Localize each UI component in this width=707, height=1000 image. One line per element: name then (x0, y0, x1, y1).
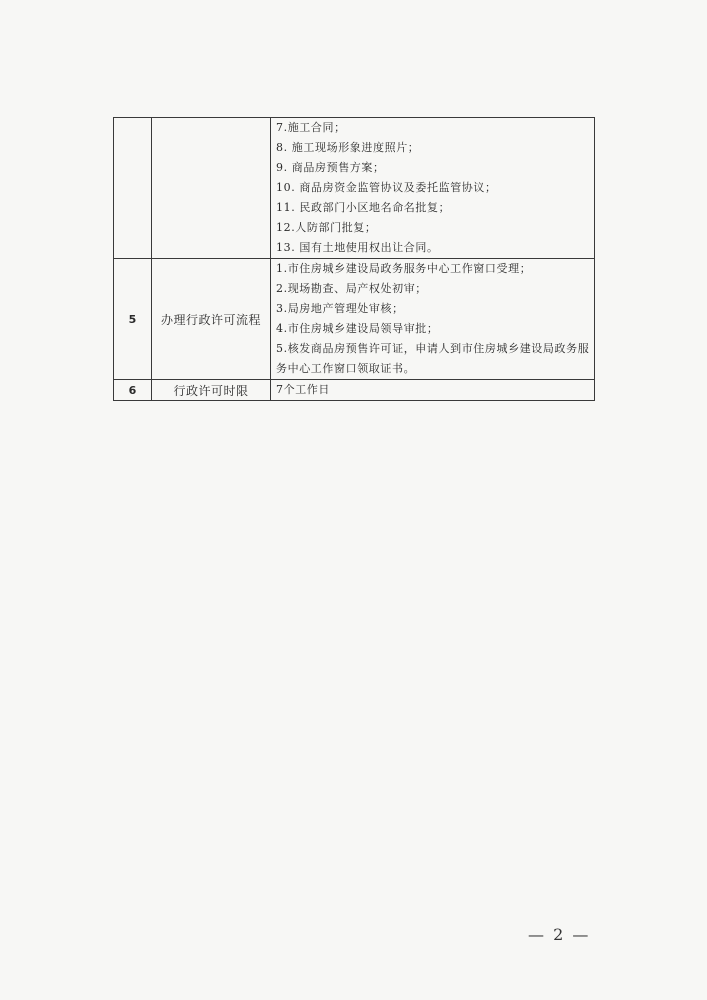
row-title-cell (152, 118, 271, 259)
row-number-cell: 5 (114, 259, 152, 380)
content-line: 7个工作日 (276, 383, 330, 396)
content-line: 5.核发商品房预售许可证，申请人到市住房城乡建设局政务服务中心工作窗口领取证书。 (276, 342, 590, 375)
content-line: 3.局房地产管理处审核； (276, 302, 404, 315)
row-number-cell (114, 118, 152, 259)
content-line: 8. 施工现场形象进度照片； (276, 141, 420, 154)
content-line: 4.市住房城乡建设局领导审批； (276, 322, 439, 335)
table-row-materials-continued (114, 118, 595, 259)
page-number: — 2 — (528, 925, 591, 944)
content-line: 10. 商品房资金监管协议及委托监管协议； (276, 181, 497, 194)
content-line: 11. 民政部门小区地名命名批复； (276, 201, 451, 214)
row-title-cell: 办理行政许可流程 (152, 259, 271, 380)
permit-table (113, 117, 595, 401)
row-number-cell: 6 (114, 380, 152, 401)
content-line: 9. 商品房预售方案； (276, 161, 385, 174)
table-row-time-limit (114, 380, 595, 401)
table-row-process (114, 259, 595, 380)
content-line: 7.施工合同； (276, 121, 346, 134)
content-line: 12.人防部门批复； (276, 221, 377, 234)
content-line: 2.现场勘查、局产权处初审； (276, 282, 427, 295)
row-content-cell (271, 118, 595, 259)
row-title-cell: 行政许可时限 (152, 380, 271, 401)
row-content-cell (271, 380, 595, 401)
content-line: 13. 国有土地使用权出让合同。 (276, 241, 439, 254)
row-content-cell (271, 259, 595, 380)
content-line: 1.市住房城乡建设局政务服务中心工作窗口受理； (276, 262, 532, 275)
